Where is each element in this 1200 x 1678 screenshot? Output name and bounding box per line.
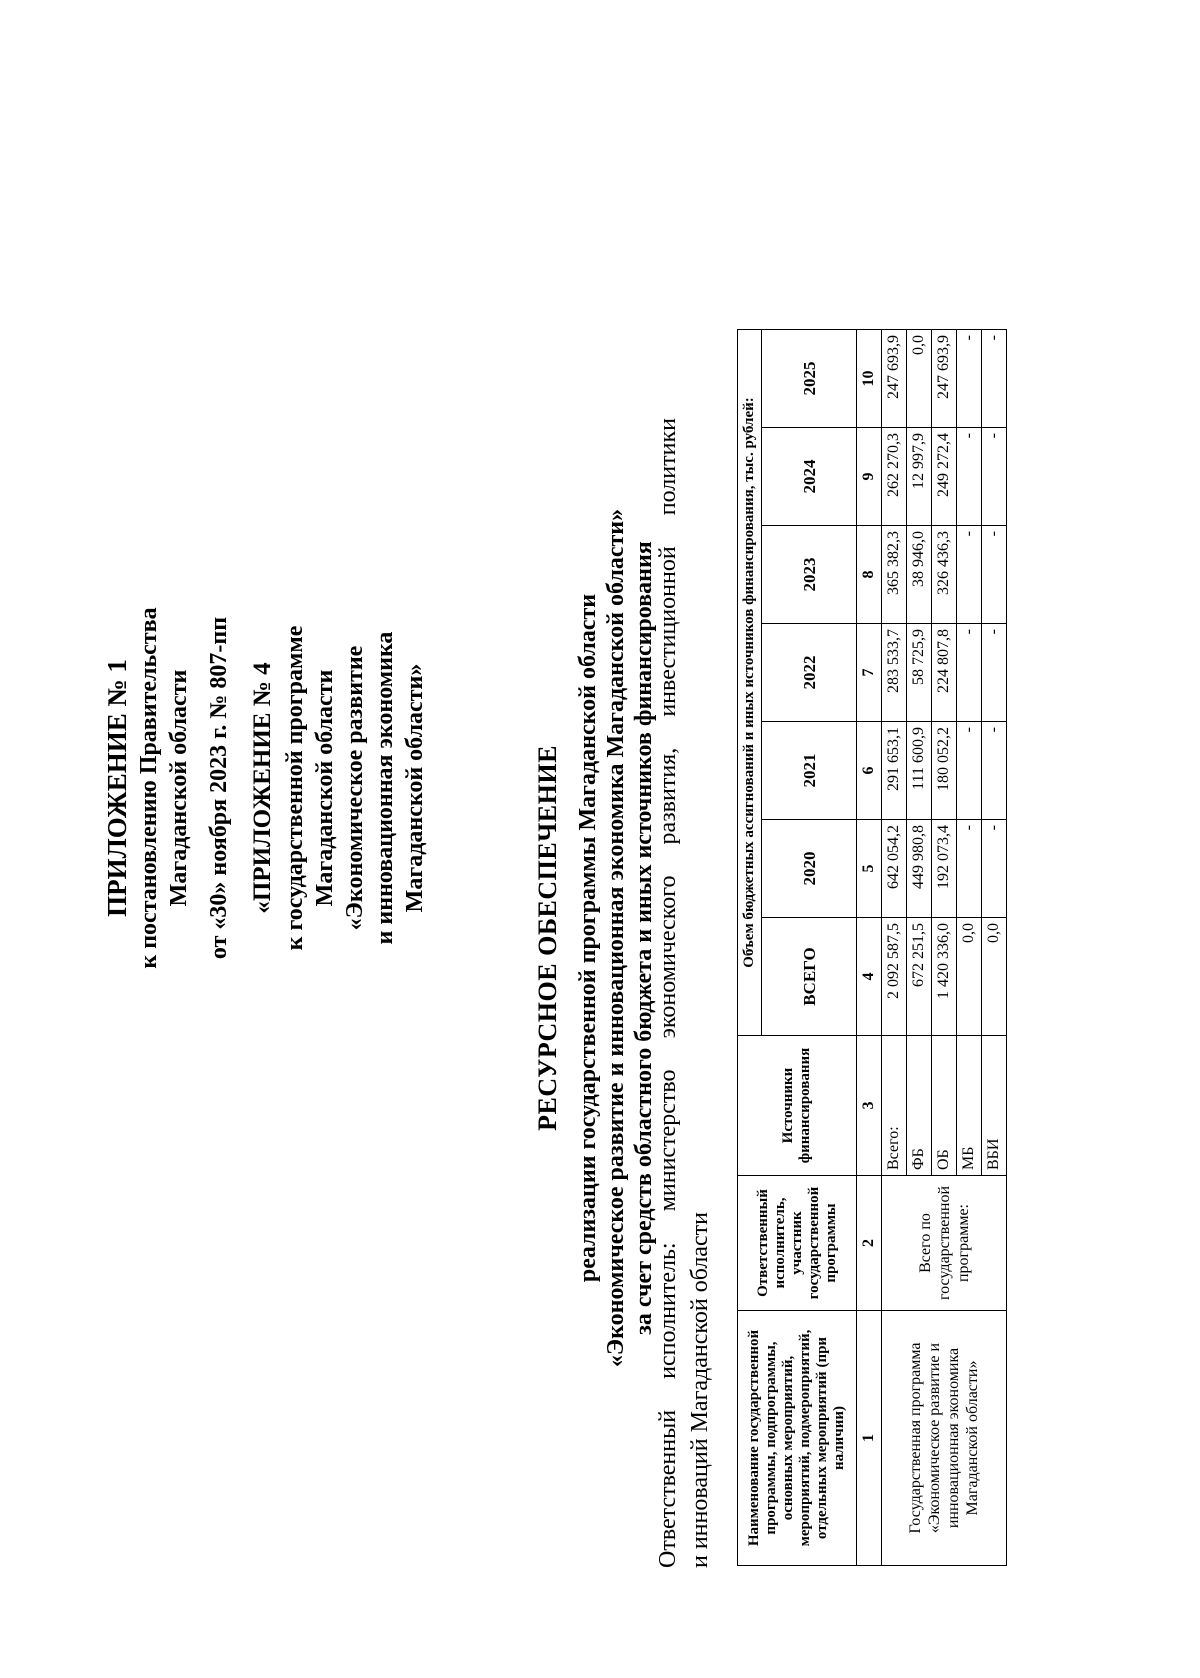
header-sources: Источники финансирования — [738, 1036, 857, 1176]
value-cell: 291 653,1 — [882, 722, 907, 820]
value-cell: - — [957, 624, 982, 722]
source-cell: Всего: — [882, 1036, 907, 1176]
value-cell: 38 946,0 — [907, 526, 932, 624]
index-cell: 8 — [857, 526, 882, 624]
index-cell: 5 — [857, 820, 882, 918]
value-cell: 642 054,2 — [882, 820, 907, 918]
value-cell: 1 420 336,0 — [932, 918, 957, 1036]
header-executor: Ответственный исполнитель, участник государственной программы — [738, 1176, 857, 1311]
value-cell: 365 382,3 — [882, 526, 907, 624]
index-cell: 1 — [857, 1311, 882, 1566]
executor-line-1 — [652, 418, 684, 1568]
value-cell: - — [982, 330, 1007, 428]
value-cell: 192 073,4 — [932, 820, 957, 918]
value-cell: - — [982, 722, 1007, 820]
appendix-title: ПРИЛОЖЕНИЕ № 1 — [102, 659, 132, 917]
responsible-executor — [652, 68, 716, 1568]
program-name-cell: Государственная программа «Экономическое развитие и инновационная экономика Магаданской области» — [882, 1311, 1007, 1566]
value-cell: 326 436,3 — [932, 526, 957, 624]
value-cell: 283 533,7 — [882, 624, 907, 722]
executor-word: министерство — [655, 1069, 681, 1212]
value-cell: 111 600,9 — [907, 722, 932, 820]
value-cell: - — [982, 428, 1007, 526]
index-cell: 3 — [857, 1036, 882, 1176]
executor-word: Ответственный — [655, 1409, 681, 1568]
appendix-line: «Экономическое развитие — [342, 645, 368, 931]
value-cell: 247 693,9 — [882, 330, 907, 428]
header-col-year: 2021 — [762, 722, 857, 820]
header-col-year: 2023 — [762, 526, 857, 624]
value-cell: - — [957, 820, 982, 918]
appendix-line: Магаданской области» — [402, 663, 428, 913]
value-cell: - — [957, 428, 982, 526]
value-cell: 58 725,9 — [907, 624, 932, 722]
index-row — [857, 330, 882, 1566]
header-name: Наименование государственной программы, подпрограммы, основных мероприятий, мероприятий, подмероприятий, отдельных мероприятий (при наличии) — [738, 1311, 857, 1566]
index-cell: 7 — [857, 624, 882, 722]
value-cell: 0,0 — [982, 918, 1007, 1036]
value-cell: 180 052,2 — [932, 722, 957, 820]
source-cell: ВБИ — [982, 1036, 1007, 1176]
value-cell: 12 997,9 — [907, 428, 932, 526]
executor-word: инвестиционной — [655, 546, 681, 717]
executor-line-2: и инноваций Магаданской области — [687, 1212, 713, 1568]
value-cell: - — [957, 330, 982, 428]
source-cell: ОБ — [932, 1036, 957, 1176]
document-title-block — [530, 348, 658, 1528]
value-cell: - — [957, 722, 982, 820]
document-heading: РЕСУРСНОЕ ОБЕСПЕЧЕНИЕ — [533, 745, 562, 1131]
resource-table — [737, 329, 1007, 1566]
appendix-decree-date: от «30» ноября 2023 г. № 807-пп — [206, 616, 232, 960]
value-cell: 249 272,4 — [932, 428, 957, 526]
index-cell: 9 — [857, 428, 882, 526]
executor-word: экономического — [655, 875, 681, 1039]
document-subtitle: за счет средств областного бюджета и иных источников финансирования — [631, 541, 657, 1335]
value-cell: 449 980,8 — [907, 820, 932, 918]
value-cell: - — [982, 820, 1007, 918]
appendix-title-2: «ПРИЛОЖЕНИЕ № 4 — [249, 662, 276, 914]
value-cell: 262 270,3 — [882, 428, 907, 526]
appendix-line: Магаданской области — [312, 669, 338, 907]
index-cell: 2 — [857, 1176, 882, 1311]
appendix-line: Магаданской области — [166, 669, 192, 907]
table-row — [882, 330, 907, 1566]
value-cell: - — [982, 526, 1007, 624]
value-cell: - — [957, 526, 982, 624]
executor-word: развития, — [655, 747, 681, 845]
value-cell: 0,0 — [907, 330, 932, 428]
document-subtitle: реализации государственной программы Магаданской области — [575, 593, 601, 1283]
source-cell: МБ — [957, 1036, 982, 1176]
header-col-total: ВСЕГО — [762, 918, 857, 1036]
index-cell: 6 — [857, 722, 882, 820]
value-cell: 224 807,8 — [932, 624, 957, 722]
value-cell: 0,0 — [957, 918, 982, 1036]
header-col-year: 2022 — [762, 624, 857, 722]
program-executor-cell: Всего по государственной программе: — [882, 1176, 1007, 1311]
value-cell: 247 693,9 — [932, 330, 957, 428]
appendix-line: и инновационная экономика — [372, 631, 398, 945]
value-cell: - — [982, 624, 1007, 722]
appendix-line: к постановлению Правительства — [136, 607, 162, 969]
header-col-year: 2020 — [762, 820, 857, 918]
header-col-year: 2025 — [762, 330, 857, 428]
value-cell: 2 092 587,5 — [882, 918, 907, 1036]
appendix-block — [100, 198, 430, 1378]
executor-word: политики — [655, 418, 681, 516]
table-header-row — [738, 330, 762, 1566]
value-cell: 672 251,5 — [907, 918, 932, 1036]
index-cell: 4 — [857, 918, 882, 1036]
executor-word: исполнитель: — [655, 1242, 681, 1379]
index-cell: 10 — [857, 330, 882, 428]
appendix-line: к государственной программе — [282, 625, 308, 951]
source-cell: ФБ — [907, 1036, 932, 1176]
header-volume: Объем бюджетных ассигнований и иных источников финансирования, тыс. рублей: — [738, 330, 762, 1036]
document-subtitle: «Экономическое развитие и инновационная экономика Магаданской области» — [603, 508, 629, 1368]
header-col-year: 2024 — [762, 428, 857, 526]
